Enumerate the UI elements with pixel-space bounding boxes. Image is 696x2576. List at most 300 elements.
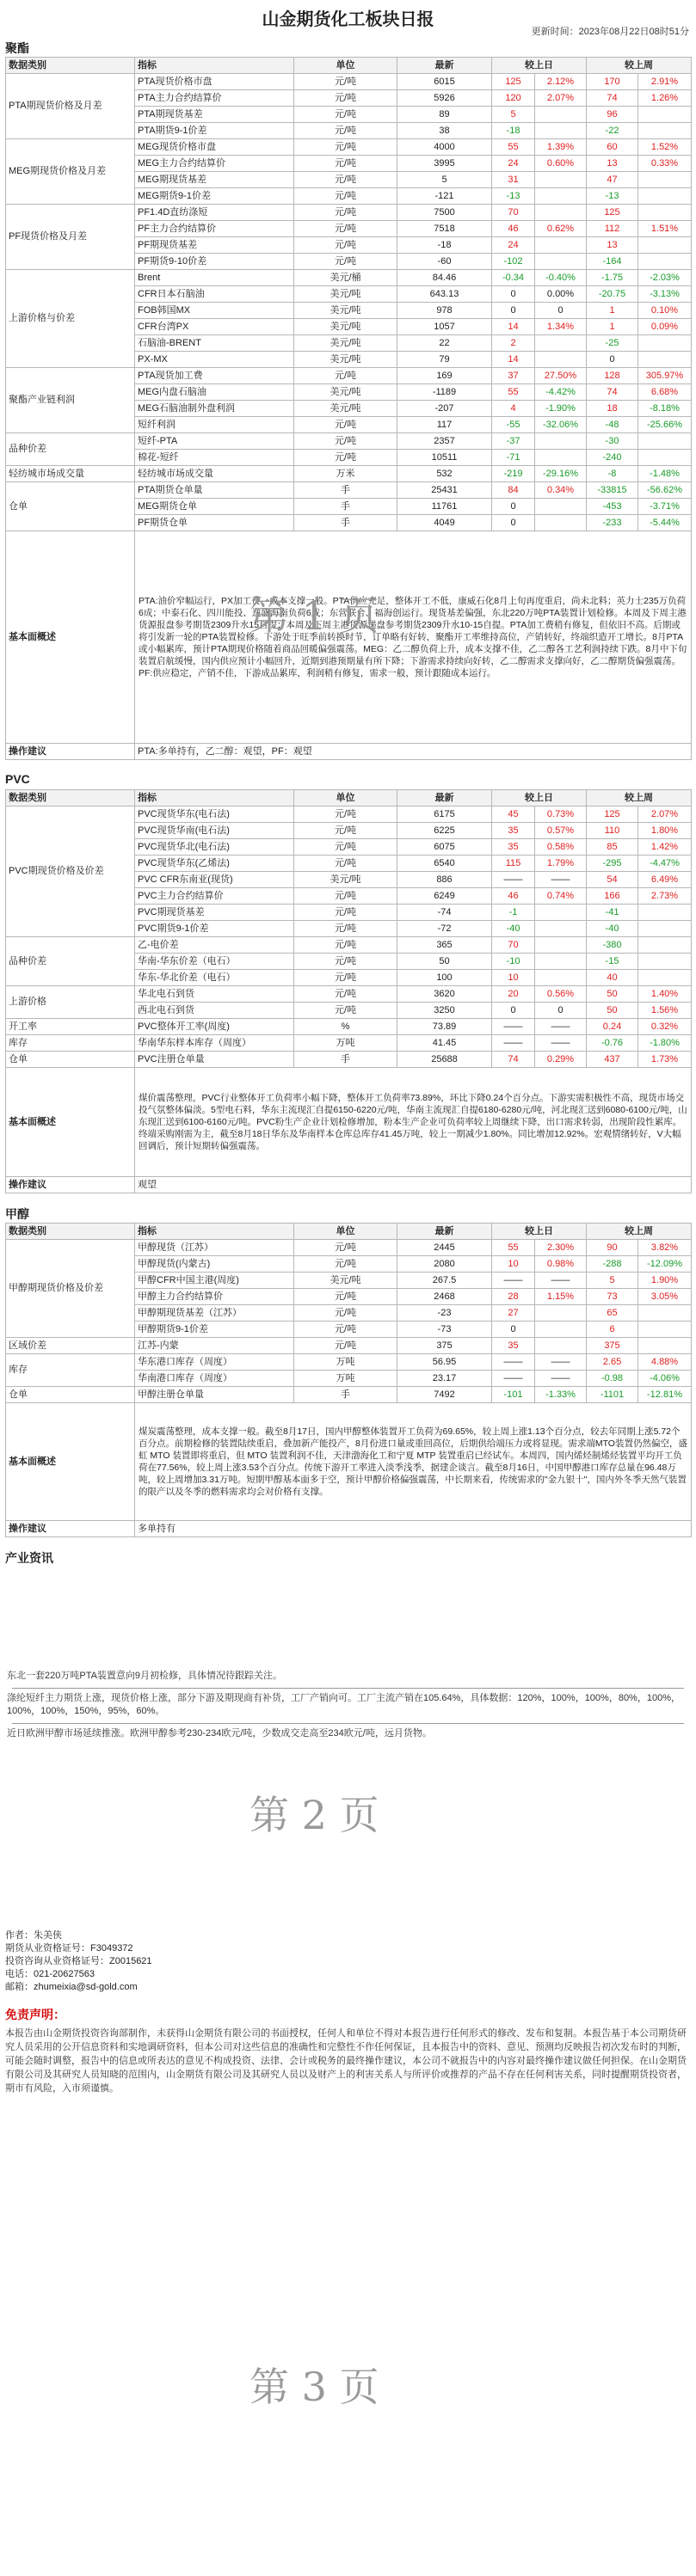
cell-d1: -102 xyxy=(492,254,535,270)
cell-unit: 元/吨 xyxy=(294,156,397,172)
cell-w2: 6.68% xyxy=(638,384,692,401)
cell-d2: -1.33% xyxy=(535,1387,587,1403)
row-category: PF现货价格及月差 xyxy=(6,205,135,270)
cell-d2 xyxy=(535,205,587,221)
cell-d1: -219 xyxy=(492,466,535,482)
cell-d1: —— xyxy=(492,1035,535,1052)
cell-ind: PTA期货9-1价差 xyxy=(135,123,294,139)
cell-d2: 2.30% xyxy=(535,1240,587,1256)
cell-w1: 40 xyxy=(587,970,638,986)
cell-d1: 0 xyxy=(492,303,535,319)
cell-ind: 华东-华北价差（电石） xyxy=(135,970,294,986)
cell-ind: 江苏-内蒙 xyxy=(135,1338,294,1354)
cell-unit: 手 xyxy=(294,1387,397,1403)
cell-d2: 0.00% xyxy=(535,286,587,303)
cell-d1: 0 xyxy=(492,515,535,531)
table-row xyxy=(6,433,692,450)
cell-d1: 0 xyxy=(492,499,535,515)
table-row xyxy=(6,807,692,823)
cell-unit: 元/吨 xyxy=(294,205,397,221)
cell-d1: 5 xyxy=(492,107,535,123)
section-title-industry: 产业资讯 xyxy=(5,1551,53,1565)
cell-w2: 3.05% xyxy=(638,1289,692,1305)
cell-latest: 41.45 xyxy=(397,1035,492,1052)
cell-latest: 6075 xyxy=(397,839,492,856)
cell-latest: 3995 xyxy=(397,156,492,172)
cell-d2: 0.29% xyxy=(535,1052,587,1068)
row-category: PTA期现货价格及月差 xyxy=(6,74,135,139)
cell-unit: 美元/吨 xyxy=(294,335,397,352)
cell-w1: 47 xyxy=(587,172,638,188)
cell-w1: -25 xyxy=(587,335,638,352)
cell-ind: PVC现货华南(电石法) xyxy=(135,823,294,839)
cell-latest: 978 xyxy=(397,303,492,319)
cell-d1: -40 xyxy=(492,921,535,937)
cell-unit: 元/吨 xyxy=(294,1322,397,1338)
table-row xyxy=(6,466,692,482)
section-title-pvc: PVC xyxy=(5,772,30,786)
cell-ind: Brent xyxy=(135,270,294,286)
cell-d2: 0.56% xyxy=(535,986,587,1003)
cell-latest: -18 xyxy=(397,237,492,254)
cell-d2 xyxy=(535,172,587,188)
cell-unit: 元/吨 xyxy=(294,107,397,123)
cell-d1: 46 xyxy=(492,888,535,905)
cell-w1: -41 xyxy=(587,905,638,921)
cell-w1: 437 xyxy=(587,1052,638,1068)
cell-w2 xyxy=(638,107,692,123)
cell-w1: 6 xyxy=(587,1322,638,1338)
cell-unit: 美元/吨 xyxy=(294,303,397,319)
cell-latest: 25688 xyxy=(397,1052,492,1068)
row-category: 区域价差 xyxy=(6,1338,135,1354)
cell-latest: 365 xyxy=(397,937,492,954)
cell-w2 xyxy=(638,188,692,205)
cell-latest: 11761 xyxy=(397,499,492,515)
table-row xyxy=(6,139,692,156)
header-category: 数据类别 xyxy=(6,790,135,807)
row-category: 仓单 xyxy=(6,1052,135,1068)
cell-ind: MEG期货9-1价差 xyxy=(135,188,294,205)
summary-label: 基本面概述 xyxy=(6,531,135,744)
cell-latest: 100 xyxy=(397,970,492,986)
cell-w1: -22 xyxy=(587,123,638,139)
report-title: 山金期货化工板块日报 xyxy=(262,10,434,29)
cell-w1: 65 xyxy=(587,1305,638,1322)
cell-d2 xyxy=(535,515,587,531)
cell-latest: 6225 xyxy=(397,823,492,839)
cell-d2: -4.42% xyxy=(535,384,587,401)
row-category: 品种价差 xyxy=(6,937,135,986)
cell-w1: -0.98 xyxy=(587,1371,638,1387)
cell-d1: 46 xyxy=(492,221,535,237)
cell-w2: -8.18% xyxy=(638,401,692,417)
cell-d1: 45 xyxy=(492,807,535,823)
divider xyxy=(12,1723,684,1724)
cell-ind: 短纤利润 xyxy=(135,417,294,433)
header-prev-day: 较上日 xyxy=(492,790,587,807)
table-row xyxy=(6,1387,692,1403)
cell-d2: 1.34% xyxy=(535,319,587,335)
row-category: MEG期现货价格及月差 xyxy=(6,139,135,205)
email[interactable]: 邮箱：zhumeixia@sd-gold.com xyxy=(5,1982,138,1992)
cell-w1: 5 xyxy=(587,1273,638,1289)
cell-latest: -73 xyxy=(397,1322,492,1338)
cell-unit: 元/吨 xyxy=(294,74,397,90)
cell-d2 xyxy=(535,123,587,139)
cell-w2 xyxy=(638,254,692,270)
cell-unit: 美元/吨 xyxy=(294,319,397,335)
cell-latest: 50 xyxy=(397,954,492,970)
cell-d1: 31 xyxy=(492,172,535,188)
page-mark-1: 第 1 页 xyxy=(249,592,379,639)
cell-latest: 1057 xyxy=(397,319,492,335)
cell-unit: 元/吨 xyxy=(294,368,397,384)
cell-unit: 美元/吨 xyxy=(294,872,397,888)
cell-w2: 305.97% xyxy=(638,368,692,384)
cell-w1: 2.65 xyxy=(587,1354,638,1371)
cell-ind: 乙-电价差 xyxy=(135,937,294,954)
cell-w2: 3.82% xyxy=(638,1240,692,1256)
header-category: 数据类别 xyxy=(6,58,135,74)
cell-ind: PTA期货仓单量 xyxy=(135,482,294,499)
cell-w1: 54 xyxy=(587,872,638,888)
cell-ind: 石脑油-BRENT xyxy=(135,335,294,352)
cell-ind: MEG期货仓单 xyxy=(135,499,294,515)
cell-ind: PX-MX xyxy=(135,352,294,368)
cell-ind: 甲醇CFR中国主港(周度) xyxy=(135,1273,294,1289)
cell-latest: 2357 xyxy=(397,433,492,450)
summary-label: 基本面概述 xyxy=(6,1068,135,1177)
header-unit: 单位 xyxy=(294,790,397,807)
header-latest: 最新 xyxy=(397,58,492,74)
cell-w1: -295 xyxy=(587,856,638,872)
cell-ind: MEG内盘石脑油 xyxy=(135,384,294,401)
row-category: 聚酯产业链利润 xyxy=(6,368,135,433)
cell-d1: -71 xyxy=(492,450,535,466)
table-row xyxy=(6,1354,692,1371)
table-row xyxy=(6,482,692,499)
cell-ind: 轻纺城市场成交量 xyxy=(135,466,294,482)
cell-w2 xyxy=(638,954,692,970)
cell-unit: % xyxy=(294,1019,397,1035)
table-row xyxy=(6,1240,692,1256)
cell-d1: -37 xyxy=(492,433,535,450)
cell-ind: PVC现货华北(电石法) xyxy=(135,839,294,856)
cell-w1: -0.76 xyxy=(587,1035,638,1052)
cell-ind: PF期货9-10价差 xyxy=(135,254,294,270)
cell-ind: FOB韩国MX xyxy=(135,303,294,319)
cell-w2: 4.88% xyxy=(638,1354,692,1371)
cell-ind: PVC期现货基差 xyxy=(135,905,294,921)
cell-d2: —— xyxy=(535,1035,587,1052)
table-row xyxy=(6,205,692,221)
cell-unit: 手 xyxy=(294,482,397,499)
cell-ind: MEG石脑油制外盘利润 xyxy=(135,401,294,417)
cell-w2 xyxy=(638,205,692,221)
cell-d2: 0.60% xyxy=(535,156,587,172)
cell-d1: 14 xyxy=(492,319,535,335)
cell-d2 xyxy=(535,1305,587,1322)
row-category: 甲醇期现货价格及价差 xyxy=(6,1240,135,1338)
cell-latest: 6015 xyxy=(397,74,492,90)
methanol-table xyxy=(5,1223,692,1537)
cell-w2: -12.09% xyxy=(638,1256,692,1273)
cell-w2 xyxy=(638,450,692,466)
cell-unit: 元/吨 xyxy=(294,986,397,1003)
cell-w2: -1.80% xyxy=(638,1035,692,1052)
cell-d2: 0 xyxy=(535,303,587,319)
cell-d2: 0.58% xyxy=(535,839,587,856)
cell-latest: 6249 xyxy=(397,888,492,905)
cell-d1: 120 xyxy=(492,90,535,107)
cell-w1: -33815 xyxy=(587,482,638,499)
cell-latest: 4000 xyxy=(397,139,492,156)
cell-w1: 73 xyxy=(587,1289,638,1305)
row-category: 品种价差 xyxy=(6,433,135,466)
cell-latest: 73.89 xyxy=(397,1019,492,1035)
cell-w2: 0.10% xyxy=(638,303,692,319)
section-title-polyester: 聚酯 xyxy=(5,41,29,55)
cell-w2: 1.42% xyxy=(638,839,692,856)
news-item: 东北一套220万吨PTA装置意向9月初检修，具体情况待跟踪关注。 xyxy=(7,1671,283,1681)
cell-w1: -1.75 xyxy=(587,270,638,286)
cell-d2 xyxy=(535,1338,587,1354)
cell-latest: 89 xyxy=(397,107,492,123)
cell-latest: 375 xyxy=(397,1338,492,1354)
cell-latest: 22 xyxy=(397,335,492,352)
header-unit: 单位 xyxy=(294,1224,397,1240)
cell-latest: -1189 xyxy=(397,384,492,401)
cell-d1: 55 xyxy=(492,1240,535,1256)
cell-w2 xyxy=(638,335,692,352)
cell-d1: —— xyxy=(492,872,535,888)
cell-ind: 华北电石到货 xyxy=(135,986,294,1003)
cell-w1: -288 xyxy=(587,1256,638,1273)
header-prev-day: 较上日 xyxy=(492,58,587,74)
cell-w2 xyxy=(638,123,692,139)
row-category: 开工率 xyxy=(6,1019,135,1035)
cell-w1: 170 xyxy=(587,74,638,90)
cell-latest: 7518 xyxy=(397,221,492,237)
row-category: PVC期现货价格及价差 xyxy=(6,807,135,937)
cell-d1: 35 xyxy=(492,823,535,839)
cell-unit: 元/吨 xyxy=(294,1305,397,1322)
cell-w1: -30 xyxy=(587,433,638,450)
cell-w2: -4.06% xyxy=(638,1371,692,1387)
cell-w2: -3.13% xyxy=(638,286,692,303)
cell-d1: 10 xyxy=(492,970,535,986)
cell-unit: 美元/吨 xyxy=(294,384,397,401)
cell-unit: 元/吨 xyxy=(294,433,397,450)
cell-latest: -60 xyxy=(397,254,492,270)
cell-ind: PF期货仓单 xyxy=(135,515,294,531)
table-row xyxy=(6,74,692,90)
cell-d1: 28 xyxy=(492,1289,535,1305)
cell-d2 xyxy=(535,1322,587,1338)
table-row xyxy=(6,1019,692,1035)
cell-d2 xyxy=(535,352,587,368)
cell-unit: 元/吨 xyxy=(294,954,397,970)
cell-latest: 6540 xyxy=(397,856,492,872)
cell-latest: 5 xyxy=(397,172,492,188)
pvc-table xyxy=(5,789,692,1193)
cell-latest: 23.17 xyxy=(397,1371,492,1387)
cell-d2 xyxy=(535,107,587,123)
cell-unit: 元/吨 xyxy=(294,90,397,107)
cell-w2 xyxy=(638,1338,692,1354)
cell-d1: 0 xyxy=(492,286,535,303)
cell-w1: 0.24 xyxy=(587,1019,638,1035)
cell-w1: 90 xyxy=(587,1240,638,1256)
cell-d2: -0.40% xyxy=(535,270,587,286)
cell-unit: 万吨 xyxy=(294,1371,397,1387)
cell-w1: 74 xyxy=(587,90,638,107)
cell-unit: 手 xyxy=(294,499,397,515)
cell-unit: 元/吨 xyxy=(294,888,397,905)
cell-unit: 元/吨 xyxy=(294,1338,397,1354)
cell-d1: 0 xyxy=(492,1003,535,1019)
cell-unit: 元/吨 xyxy=(294,417,397,433)
news-item: 涤纶短纤主力期货上涨，现货价格上涨，部分下游及期现商有补货，工厂产销向可。工厂主流产销在105.64%，具体数据：120%，100%，100%，80%，100%，100%，100%，150%，95%，60%。 xyxy=(7,1693,681,1716)
cell-w1: -48 xyxy=(587,417,638,433)
cell-d1: 2 xyxy=(492,335,535,352)
cell-latest: 7492 xyxy=(397,1387,492,1403)
cell-ind: MEG现货价格市盘 xyxy=(135,139,294,156)
cell-w2 xyxy=(638,905,692,921)
cell-w1: -8 xyxy=(587,466,638,482)
cell-latest: 84.46 xyxy=(397,270,492,286)
cell-d2: 27.50% xyxy=(535,368,587,384)
cell-ind: PVC期货9-1价差 xyxy=(135,921,294,937)
cell-d1: 20 xyxy=(492,986,535,1003)
cell-d2 xyxy=(535,254,587,270)
cell-latest: 267.5 xyxy=(397,1273,492,1289)
cell-w2: 2.73% xyxy=(638,888,692,905)
cell-d2: —— xyxy=(535,1354,587,1371)
page-mark-3: 第 3 页 xyxy=(249,2364,379,2410)
cell-d1: 37 xyxy=(492,368,535,384)
section-title-methanol: 甲醇 xyxy=(5,1207,29,1221)
cell-w1: 375 xyxy=(587,1338,638,1354)
cell-d2: 1.15% xyxy=(535,1289,587,1305)
cell-w2: 2.07% xyxy=(638,807,692,823)
cell-d2 xyxy=(535,954,587,970)
cell-unit: 元/吨 xyxy=(294,1003,397,1019)
cell-w2: 1.56% xyxy=(638,1003,692,1019)
cell-d2 xyxy=(535,970,587,986)
cell-d1: 70 xyxy=(492,205,535,221)
cell-w2: 1.52% xyxy=(638,139,692,156)
cell-latest: 10511 xyxy=(397,450,492,466)
cell-w2: 6.49% xyxy=(638,872,692,888)
cell-latest: 7500 xyxy=(397,205,492,221)
cell-w2: 1.90% xyxy=(638,1273,692,1289)
header-prev-day: 较上日 xyxy=(492,1224,587,1240)
disclaimer-text: 本报告由山金期货投资咨询部制作，未获得山金期货有限公司的书面授权，任何人和单位不得对本报告进行任何形式的修改、发布和复制。本报告基于本公司期货研究人员采用的公开信息资料和实地调研资料，但本公司对这些信息的准确性和完整性不作任何保证，且本报告中的资料、意见、预测均反映报告初次发布时的判断，可能会随时调整，报告中的信息或所表达的意见不构成投资、法律、会计或税务的最终操作建议，本公司不就报告中的内容对最终操作建议做任何担保。在山金期货有限公司及其研究人员知晓的范围内，山金期货有限公司及其研究人员以及财产上的利害关系人与所评价或推荐的产品不存在任何利害关系，同时提醒期货投资者，期市有风险，入市须谨慎。 xyxy=(5,2028,687,2094)
table-row xyxy=(6,1052,692,1068)
cell-w1: 60 xyxy=(587,139,638,156)
cell-d1: 115 xyxy=(492,856,535,872)
cell-ind: 华南港口库存（周度） xyxy=(135,1371,294,1387)
advice-text: PTA:多单持有，乙二醇：观望，PF：观望 xyxy=(135,744,692,760)
cell-w1: -20.75 xyxy=(587,286,638,303)
cell-w1: 125 xyxy=(587,205,638,221)
divider xyxy=(12,1688,684,1689)
row-category: 轻纺城市场成交量 xyxy=(6,466,135,482)
cell-ind: MEG主力合约结算价 xyxy=(135,156,294,172)
advice-text: 多单持有 xyxy=(135,1521,692,1537)
cell-w2 xyxy=(638,172,692,188)
cell-w1: 0 xyxy=(587,352,638,368)
cell-d2 xyxy=(535,237,587,254)
cell-w2 xyxy=(638,237,692,254)
row-category: 库存 xyxy=(6,1035,135,1052)
cell-d1: 27 xyxy=(492,1305,535,1322)
cell-ind: PVC整体开工率(周度) xyxy=(135,1019,294,1035)
cell-unit: 元/吨 xyxy=(294,856,397,872)
cell-ind: PTA现货加工费 xyxy=(135,368,294,384)
cell-latest: 38 xyxy=(397,123,492,139)
cell-w2: 1.40% xyxy=(638,986,692,1003)
cell-w1: 85 xyxy=(587,839,638,856)
cell-d1: -1 xyxy=(492,905,535,921)
cell-w2: 1.73% xyxy=(638,1052,692,1068)
cell-d1: 74 xyxy=(492,1052,535,1068)
industry-spacer xyxy=(0,1567,696,1661)
cell-unit: 元/吨 xyxy=(294,905,397,921)
row-category: 仓单 xyxy=(6,482,135,531)
cell-w2 xyxy=(638,921,692,937)
cell-d1: 125 xyxy=(492,74,535,90)
cell-unit: 元/吨 xyxy=(294,970,397,986)
cell-unit: 万吨 xyxy=(294,1035,397,1052)
cell-latest: 643.13 xyxy=(397,286,492,303)
page-mark-2: 第 2 页 xyxy=(249,1792,379,1838)
cell-w1: -40 xyxy=(587,921,638,937)
cell-d1: 84 xyxy=(492,482,535,499)
cell-ind: 甲醇现货(内蒙古) xyxy=(135,1256,294,1273)
cell-latest: 2468 xyxy=(397,1289,492,1305)
row-category: 上游价格与价差 xyxy=(6,270,135,368)
cell-d2 xyxy=(535,905,587,921)
cell-latest: 532 xyxy=(397,466,492,482)
advice-label: 操作建议 xyxy=(6,744,135,760)
cell-ind: PVC现货华东(乙烯法) xyxy=(135,856,294,872)
cell-w2: -1.48% xyxy=(638,466,692,482)
summary-text: 煤价震荡整理，PVC行业整体开工负荷率小幅下降，整体开工负荷率73.89%，环比下降0.24个百分点。下游实需积极性不高，现货市场交投气氛整体偏淡。5型电石料，华东主流现汇自提6150-6220元/吨，华南主流现汇自提6180-6280元/吨，河北现汇送到6080-6100元/吨，山东现汇送到6100-6160元/吨。PVC粉生产企业计划检修增加，粉本生产企业可负荷率较上周继续下降，出口需求转弱，出现阶段性累库。终端采购刚需为主，截至8月18日华东及华南样本仓库总库存41.45万吨，较上一期减少1.80%。同比增加12.92%。宏观情绪转好，V大幅回调后，预计短期转偏强震荡。 xyxy=(135,1068,692,1177)
cell-unit: 手 xyxy=(294,515,397,531)
cell-d1: -101 xyxy=(492,1387,535,1403)
cell-d2: -32.06% xyxy=(535,417,587,433)
header-indicator: 指标 xyxy=(135,790,294,807)
cell-ind: 华东港口库存（周度） xyxy=(135,1354,294,1371)
header-latest: 最新 xyxy=(397,1224,492,1240)
cell-latest: 56.95 xyxy=(397,1354,492,1371)
cell-d1: 55 xyxy=(492,139,535,156)
cell-d1: 55 xyxy=(492,384,535,401)
cell-ind: 甲醇注册仓单量 xyxy=(135,1387,294,1403)
cell-d1: 10 xyxy=(492,1256,535,1273)
cell-unit: 元/吨 xyxy=(294,1240,397,1256)
cell-w2: -12.81% xyxy=(638,1387,692,1403)
cell-latest: 2445 xyxy=(397,1240,492,1256)
cell-d2: —— xyxy=(535,1019,587,1035)
cell-d1: 70 xyxy=(492,937,535,954)
cell-w2: 0.09% xyxy=(638,319,692,335)
header-category: 数据类别 xyxy=(6,1224,135,1240)
cell-ind: CFR台湾PX xyxy=(135,319,294,335)
